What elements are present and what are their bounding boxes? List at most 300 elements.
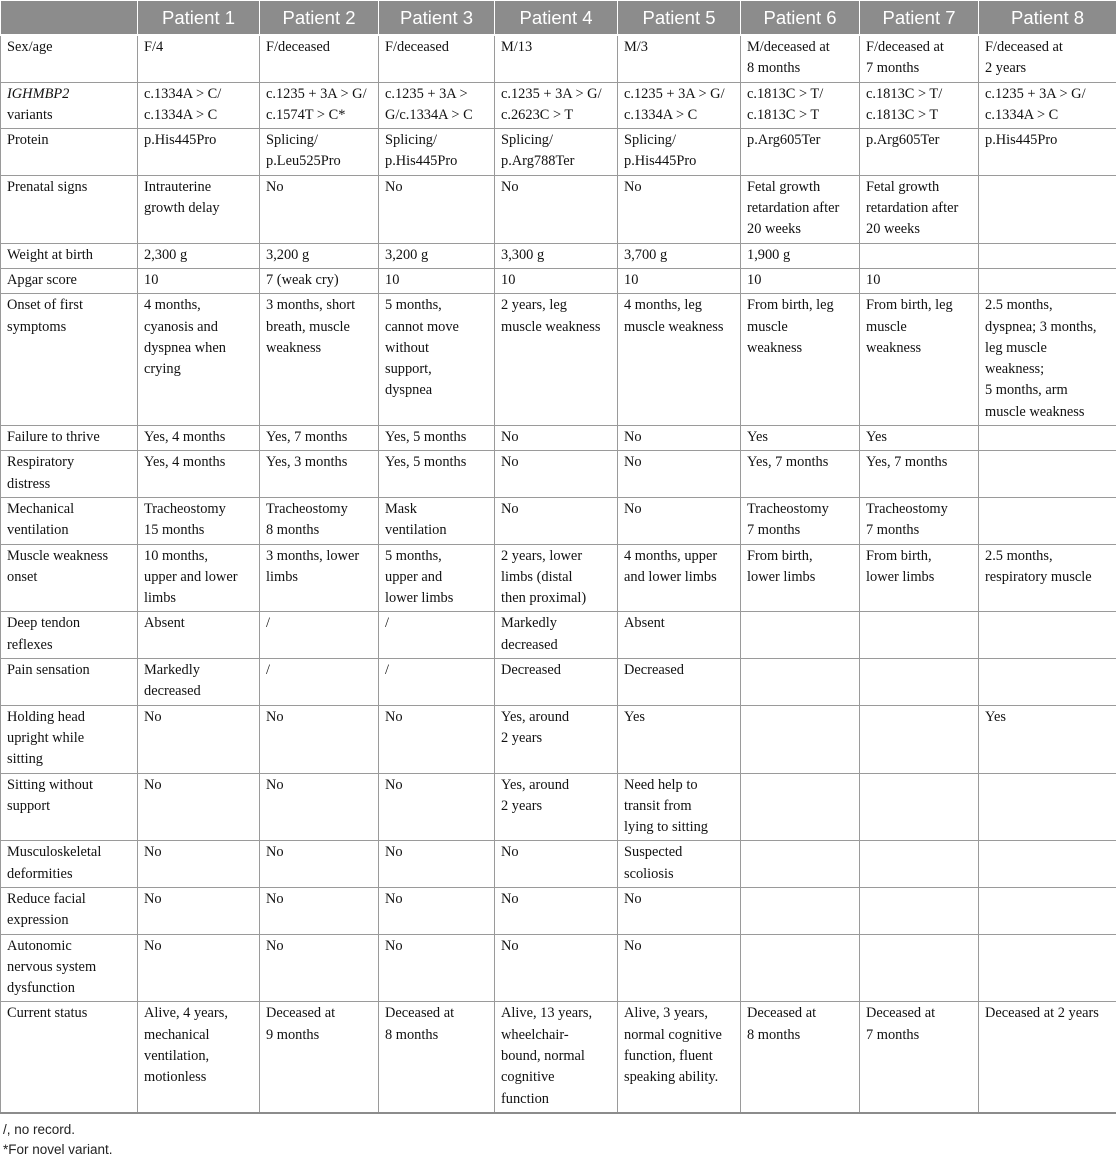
cell-text: c.1334A > C xyxy=(144,105,255,126)
cell-text: F/4 xyxy=(144,37,255,58)
row-label-cell xyxy=(1,773,138,841)
table-cell xyxy=(979,497,1116,544)
table-cell xyxy=(260,243,379,268)
cell-text: No xyxy=(501,842,613,863)
table-row xyxy=(1,129,1116,176)
cell-text: without xyxy=(385,338,490,359)
cell-text: weakness xyxy=(866,338,974,359)
table-cell xyxy=(618,497,741,544)
cell-text: 2 years xyxy=(501,796,613,817)
table-cell xyxy=(495,82,618,129)
cell-text: c.1235 + 3A > G/ xyxy=(266,84,374,105)
table-cell xyxy=(741,243,860,268)
column-header-patient-6: Patient 6 xyxy=(741,1,860,36)
table-cell xyxy=(495,1002,618,1113)
table-cell xyxy=(379,451,495,498)
table-cell xyxy=(260,1002,379,1113)
cell-text: muscle xyxy=(866,317,974,338)
cell-text: p.Leu525Pro xyxy=(266,151,374,172)
table-cell xyxy=(495,841,618,888)
row-label-cell xyxy=(1,294,138,426)
cell-text: decreased xyxy=(501,635,613,656)
table-row xyxy=(1,426,1116,451)
cell-text: p.His445Pro xyxy=(144,130,255,151)
table-cell xyxy=(860,887,979,934)
cell-text: / xyxy=(385,613,490,634)
row-label-text: distress xyxy=(7,474,133,495)
cell-text: 7 months xyxy=(866,1025,974,1046)
cell-text: No xyxy=(501,177,613,198)
row-label-text: Protein xyxy=(7,130,133,151)
table-row xyxy=(1,294,1116,426)
cell-text: Mask xyxy=(385,499,490,520)
cell-text: 7 months xyxy=(866,520,974,541)
table-cell xyxy=(495,659,618,706)
cell-text: Yes, 7 months xyxy=(866,452,974,473)
table-cell xyxy=(379,175,495,243)
table-cell xyxy=(618,934,741,1002)
cell-text: No xyxy=(385,936,490,957)
table-cell xyxy=(860,612,979,659)
table-cell xyxy=(979,35,1116,82)
cell-text: 4 months, upper xyxy=(624,546,736,567)
cell-text: No xyxy=(266,775,374,796)
row-label-text: sitting xyxy=(7,749,133,770)
cell-text: retardation after xyxy=(747,198,855,219)
table-cell xyxy=(260,451,379,498)
row-label-text: upright while xyxy=(7,728,133,749)
row-label-cell xyxy=(1,1002,138,1113)
table-cell xyxy=(138,175,260,243)
table-cell xyxy=(260,705,379,773)
row-label-cell xyxy=(1,841,138,888)
cell-text: limbs (distal xyxy=(501,567,613,588)
cell-text: weakness xyxy=(266,338,374,359)
table-cell xyxy=(138,268,260,293)
table-cell xyxy=(618,294,741,426)
table-cell xyxy=(138,82,260,129)
cell-text: 10 xyxy=(747,270,855,291)
cell-text: 3,200 g xyxy=(385,245,490,266)
cell-text: p.Arg605Ter xyxy=(866,130,974,151)
table-cell xyxy=(379,35,495,82)
cell-text: lower limbs xyxy=(385,588,490,609)
cell-text: Yes, 5 months xyxy=(385,427,490,448)
cell-text: c.2623C > T xyxy=(501,105,613,126)
cell-text: 9 months xyxy=(266,1025,374,1046)
row-label-text: Respiratory xyxy=(7,452,133,473)
table-cell xyxy=(618,705,741,773)
table-cell xyxy=(860,705,979,773)
row-label-text: Holding head xyxy=(7,707,133,728)
cell-text: 3,300 g xyxy=(501,245,613,266)
table-cell xyxy=(979,294,1116,426)
cell-text: 10 xyxy=(501,270,613,291)
row-label-cell xyxy=(1,612,138,659)
cell-text: 4 months, leg xyxy=(624,295,736,316)
row-label-text: Prenatal signs xyxy=(7,177,133,198)
cell-text: scoliosis xyxy=(624,864,736,885)
cell-text: Alive, 4 years, xyxy=(144,1003,255,1024)
table-cell xyxy=(741,129,860,176)
cell-text: leg muscle xyxy=(985,338,1112,359)
cell-text: From birth, leg xyxy=(747,295,855,316)
cell-text: Markedly xyxy=(144,660,255,681)
cell-text: Splicing/ xyxy=(501,130,613,151)
cell-text: and lower limbs xyxy=(624,567,736,588)
table-cell xyxy=(979,544,1116,612)
table-cell xyxy=(618,451,741,498)
table-cell xyxy=(618,82,741,129)
cell-text: c.1235 + 3A > xyxy=(385,84,490,105)
cell-text: 3 months, short xyxy=(266,295,374,316)
table-row xyxy=(1,1002,1116,1113)
table-row xyxy=(1,243,1116,268)
cell-text: c.1235 + 3A > G/ xyxy=(624,84,736,105)
cell-text: No xyxy=(501,452,613,473)
cell-text: c.1813C > T xyxy=(747,105,855,126)
table-cell xyxy=(860,659,979,706)
cell-text: limbs xyxy=(266,567,374,588)
row-label-text: variants xyxy=(7,105,133,126)
row-label-text: symptoms xyxy=(7,317,133,338)
table-cell xyxy=(860,268,979,293)
cell-text: Deceased at xyxy=(866,1003,974,1024)
cell-text: muscle weakness xyxy=(985,402,1112,423)
cell-text: / xyxy=(266,660,374,681)
table-cell xyxy=(379,426,495,451)
cell-text: Alive, 13 years, xyxy=(501,1003,613,1024)
cell-text: No xyxy=(501,936,613,957)
table-cell xyxy=(138,705,260,773)
row-label-cell xyxy=(1,426,138,451)
cell-text: Intrauterine xyxy=(144,177,255,198)
row-label-text: Apgar score xyxy=(7,270,133,291)
row-label-text: IGHMBP2 xyxy=(7,84,133,105)
cell-text: No xyxy=(624,452,736,473)
table-cell xyxy=(860,82,979,129)
table-cell xyxy=(379,887,495,934)
table-cell xyxy=(741,82,860,129)
table-cell xyxy=(618,887,741,934)
cell-text: c.1235 + 3A > G/ xyxy=(985,84,1112,105)
table-cell xyxy=(618,426,741,451)
cell-text: ventilation, xyxy=(144,1046,255,1067)
cell-text: ventilation xyxy=(385,520,490,541)
cell-text: mechanical xyxy=(144,1025,255,1046)
table-cell xyxy=(979,1002,1116,1113)
cell-text: / xyxy=(385,660,490,681)
cell-text: No xyxy=(385,707,490,728)
row-label-cell xyxy=(1,175,138,243)
row-label-text: Pain sensation xyxy=(7,660,133,681)
cell-text: muscle weakness xyxy=(624,317,736,338)
row-label-text: dysfunction xyxy=(7,978,133,999)
cell-text: 20 weeks xyxy=(747,219,855,240)
cell-text: Deceased at xyxy=(385,1003,490,1024)
cell-text: G/c.1334A > C xyxy=(385,105,490,126)
table-cell xyxy=(618,841,741,888)
table-row xyxy=(1,705,1116,773)
table-cell xyxy=(260,934,379,1002)
footnote: *For novel variant. xyxy=(3,1140,113,1159)
table-cell xyxy=(379,1002,495,1113)
table-cell xyxy=(260,659,379,706)
row-label-text: nervous system xyxy=(7,957,133,978)
table-row xyxy=(1,934,1116,1002)
table-cell xyxy=(495,773,618,841)
cell-text: upper and lower xyxy=(144,567,255,588)
row-label-text: Current status xyxy=(7,1003,133,1024)
row-label-cell xyxy=(1,268,138,293)
cell-text: / xyxy=(266,613,374,634)
table-cell xyxy=(495,243,618,268)
cell-text: Tracheostomy xyxy=(144,499,255,520)
cell-text: Decreased xyxy=(501,660,613,681)
cell-text: No xyxy=(501,499,613,520)
table-cell xyxy=(618,268,741,293)
cell-text: No xyxy=(144,889,255,910)
table-row xyxy=(1,773,1116,841)
cell-text: lower limbs xyxy=(747,567,855,588)
cell-text: respiratory muscle xyxy=(985,567,1112,588)
cell-text: 1,900 g xyxy=(747,245,855,266)
table-cell xyxy=(138,1002,260,1113)
cell-text: Yes, 4 months xyxy=(144,427,255,448)
cell-text: Fetal growth xyxy=(866,177,974,198)
table-cell xyxy=(495,544,618,612)
table-cell xyxy=(741,1002,860,1113)
header-corner-cell xyxy=(1,1,138,36)
table-cell xyxy=(741,887,860,934)
cell-text: Absent xyxy=(144,613,255,634)
table-cell xyxy=(979,934,1116,1002)
table-cell xyxy=(495,268,618,293)
table-cell xyxy=(618,129,741,176)
cell-text: F/deceased xyxy=(266,37,374,58)
row-label-text: Deep tendon xyxy=(7,613,133,634)
cell-text: 2 years, lower xyxy=(501,546,613,567)
table-footnotes xyxy=(3,1120,113,1159)
cell-text: Yes xyxy=(747,427,855,448)
table-cell xyxy=(138,544,260,612)
table-cell xyxy=(860,497,979,544)
table-cell xyxy=(979,612,1116,659)
table-cell xyxy=(860,544,979,612)
cell-text: From birth, xyxy=(866,546,974,567)
table-cell xyxy=(379,612,495,659)
table-cell xyxy=(860,773,979,841)
cell-text: Tracheostomy xyxy=(747,499,855,520)
cell-text: 8 months xyxy=(747,1025,855,1046)
row-label-text: ventilation xyxy=(7,520,133,541)
table-row xyxy=(1,35,1116,82)
cell-text: 8 months xyxy=(385,1025,490,1046)
table-cell xyxy=(260,887,379,934)
cell-text: M/13 xyxy=(501,37,613,58)
table-cell xyxy=(495,294,618,426)
table-cell xyxy=(741,451,860,498)
table-cell xyxy=(979,243,1116,268)
table-cell xyxy=(379,294,495,426)
row-label-text: reflexes xyxy=(7,635,133,656)
table-cell xyxy=(741,705,860,773)
row-label-cell xyxy=(1,35,138,82)
table-cell xyxy=(618,659,741,706)
table-cell xyxy=(860,175,979,243)
table-cell xyxy=(741,773,860,841)
table-cell xyxy=(495,705,618,773)
cell-text: 10 xyxy=(144,270,255,291)
cell-text: p.His445Pro xyxy=(385,151,490,172)
table-row xyxy=(1,175,1116,243)
cell-text: 2.5 months, xyxy=(985,546,1112,567)
cell-text: p.His445Pro xyxy=(624,151,736,172)
row-label-cell xyxy=(1,129,138,176)
cell-text: cognitive xyxy=(501,1067,613,1088)
table-body xyxy=(1,35,1116,1113)
table-cell xyxy=(860,294,979,426)
cell-text: cannot move xyxy=(385,317,490,338)
table-cell xyxy=(618,175,741,243)
cell-text: No xyxy=(266,842,374,863)
cell-text: No xyxy=(624,889,736,910)
table-cell xyxy=(495,887,618,934)
cell-text: dyspnea when xyxy=(144,338,255,359)
cell-text: limbs xyxy=(144,588,255,609)
column-header-patient-1: Patient 1 xyxy=(138,1,260,36)
table-cell xyxy=(741,934,860,1002)
cell-text: decreased xyxy=(144,681,255,702)
table-cell xyxy=(860,934,979,1002)
table-cell xyxy=(741,35,860,82)
cell-text: c.1574T > C* xyxy=(266,105,374,126)
table-cell xyxy=(741,612,860,659)
table-cell xyxy=(618,773,741,841)
table-cell xyxy=(741,497,860,544)
table-cell xyxy=(495,426,618,451)
cell-text: retardation after xyxy=(866,198,974,219)
table-cell xyxy=(495,35,618,82)
cell-text: c.1334A > C xyxy=(985,105,1112,126)
table-cell xyxy=(979,451,1116,498)
cell-text: Yes, around xyxy=(501,707,613,728)
table-cell xyxy=(618,243,741,268)
cell-text: No xyxy=(624,936,736,957)
table-cell xyxy=(138,426,260,451)
cell-text: p.His445Pro xyxy=(985,130,1112,151)
cell-text: No xyxy=(385,842,490,863)
cell-text: No xyxy=(624,499,736,520)
cell-text: Suspected xyxy=(624,842,736,863)
table-cell xyxy=(379,82,495,129)
cell-text: p.Arg605Ter xyxy=(747,130,855,151)
row-label-cell xyxy=(1,82,138,129)
cell-text: F/deceased xyxy=(385,37,490,58)
table-cell xyxy=(741,544,860,612)
row-label-text: Autonomic xyxy=(7,936,133,957)
footnote: /, no record. xyxy=(3,1120,113,1140)
table-cell xyxy=(138,497,260,544)
cell-text: breath, muscle xyxy=(266,317,374,338)
cell-text: function xyxy=(501,1089,613,1110)
cell-text: lower limbs xyxy=(866,567,974,588)
cell-text: 10 xyxy=(385,270,490,291)
table-cell xyxy=(741,841,860,888)
column-header-patient-8: Patient 8 xyxy=(979,1,1116,36)
cell-text: 8 months xyxy=(747,58,855,79)
table-cell xyxy=(618,35,741,82)
cell-text: normal cognitive xyxy=(624,1025,736,1046)
table-cell xyxy=(979,175,1116,243)
cell-text: 3 months, lower xyxy=(266,546,374,567)
cell-text: No xyxy=(266,177,374,198)
table-cell xyxy=(741,659,860,706)
table-cell xyxy=(979,705,1116,773)
row-label-cell xyxy=(1,243,138,268)
cell-text: Yes, 3 months xyxy=(266,452,374,473)
cell-text: transit from xyxy=(624,796,736,817)
cell-text: Decreased xyxy=(624,660,736,681)
cell-text: 2 years, leg xyxy=(501,295,613,316)
row-label-text: Musculoskeletal xyxy=(7,842,133,863)
table-cell xyxy=(495,451,618,498)
table-cell xyxy=(741,268,860,293)
cell-text: muscle xyxy=(747,317,855,338)
table-cell xyxy=(495,612,618,659)
cell-text: No xyxy=(144,936,255,957)
row-label-text: Weight at birth xyxy=(7,245,133,266)
cell-text: dyspnea xyxy=(385,380,490,401)
table-cell xyxy=(618,544,741,612)
table-cell xyxy=(860,129,979,176)
cell-text: c.1813C > T/ xyxy=(866,84,974,105)
row-label-text: deformities xyxy=(7,864,133,885)
table-cell xyxy=(260,426,379,451)
table-row xyxy=(1,451,1116,498)
column-header-patient-5: Patient 5 xyxy=(618,1,741,36)
table-cell xyxy=(979,659,1116,706)
table-cell xyxy=(860,426,979,451)
table-cell xyxy=(379,705,495,773)
table-row xyxy=(1,82,1116,129)
cell-text: Yes, 7 months xyxy=(747,452,855,473)
table-cell xyxy=(979,841,1116,888)
cell-text: No xyxy=(501,889,613,910)
cell-text: 7 (weak cry) xyxy=(266,270,374,291)
cell-text: No xyxy=(144,775,255,796)
row-label-cell xyxy=(1,497,138,544)
cell-text: p.Arg788Ter xyxy=(501,151,613,172)
table-cell xyxy=(860,35,979,82)
cell-text: No xyxy=(624,177,736,198)
row-label-text: Mechanical xyxy=(7,499,133,520)
cell-text: lying to sitting xyxy=(624,817,736,838)
cell-text: 20 weeks xyxy=(866,219,974,240)
table-cell xyxy=(860,243,979,268)
cell-text: 10 months, xyxy=(144,546,255,567)
cell-text: No xyxy=(385,775,490,796)
table-cell xyxy=(741,294,860,426)
cell-text: 5 months, xyxy=(385,295,490,316)
row-label-text: support xyxy=(7,796,133,817)
cell-text: upper and xyxy=(385,567,490,588)
cell-text: Deceased at xyxy=(747,1003,855,1024)
table-cell xyxy=(741,426,860,451)
cell-text: 10 xyxy=(866,270,974,291)
cell-text: No xyxy=(266,707,374,728)
cell-text: c.1813C > T/ xyxy=(747,84,855,105)
